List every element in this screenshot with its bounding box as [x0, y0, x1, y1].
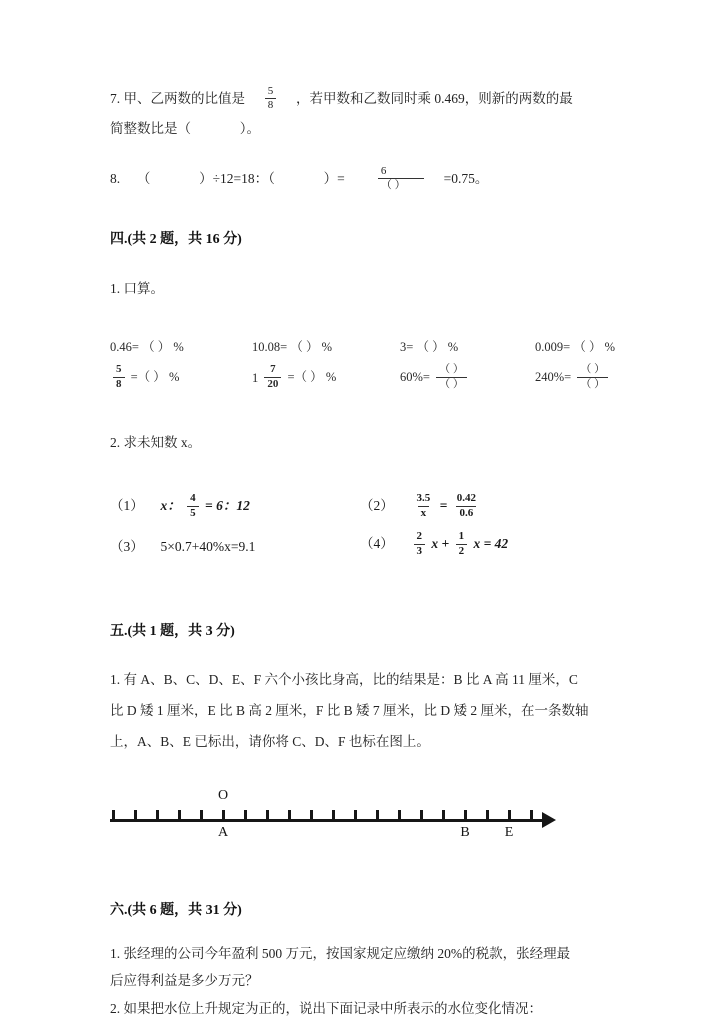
cell-left: 240%=	[535, 369, 572, 384]
section-6-question-1	[110, 943, 630, 965]
cell-fraction	[264, 364, 281, 390]
number-line-tick	[134, 810, 137, 820]
fraction-numerator: 4	[190, 491, 196, 504]
number-line-tick	[442, 810, 445, 820]
fraction-denominator[interactable]: （ ）	[436, 377, 467, 391]
conversion-cell	[110, 362, 252, 391]
number-line-tick	[222, 810, 225, 820]
number-line-tick	[508, 810, 511, 820]
section-6-question-1-line-2: 后应得利益是多少万元？	[110, 973, 259, 988]
cell-fraction[interactable]	[436, 364, 467, 390]
conversion-cell	[252, 362, 400, 391]
cell-left: 0.009=	[535, 340, 571, 354]
conversion-cell	[400, 362, 535, 391]
number-line-tick	[178, 810, 181, 820]
question-8-number: 8.	[110, 171, 121, 186]
equation-fraction-right	[454, 493, 479, 519]
number-line-arrow-icon	[542, 812, 556, 828]
question-number: 2.	[110, 435, 121, 450]
fraction-numerator[interactable]: （ ）	[439, 362, 464, 375]
equation-item	[110, 491, 360, 520]
percent-conversion-table	[110, 330, 635, 394]
conversion-cell	[110, 337, 252, 355]
question-text: 有 A、B、C、D、E、F 六个小孩比身高，比的结果是：B 比 A 高 11 厘米，C	[123, 672, 578, 687]
number-line-tick	[200, 810, 203, 820]
fraction-numerator: 1	[458, 529, 465, 542]
cell-left: 3=	[400, 340, 414, 354]
fraction-denominator: x	[418, 506, 430, 520]
number-line-tick	[354, 810, 357, 820]
number-line-diagram[interactable]	[110, 787, 580, 849]
question-number: 2.	[110, 1001, 121, 1016]
equation-fraction-right	[456, 531, 468, 557]
number-line-tick	[530, 810, 533, 820]
equation-item	[110, 535, 360, 555]
section-4-question-1-title	[110, 274, 630, 304]
fraction-numerator[interactable]: （ ）	[580, 362, 606, 375]
cell-left: 0.46=	[110, 340, 139, 354]
question-line	[110, 664, 630, 695]
cell-fraction[interactable]	[577, 364, 608, 390]
fraction-numerator: 7	[270, 362, 276, 375]
number-line-label-a: A	[217, 825, 229, 840]
cell-blank[interactable]: =（ ）	[130, 369, 166, 384]
fraction-denominator[interactable]: （ ）	[378, 178, 424, 192]
fraction-numerator: 2	[416, 529, 422, 542]
equation-mid-2: x = 42	[473, 536, 509, 552]
worksheet-content	[110, 84, 630, 1020]
question-8-part1-close: ）÷12=18：（	[199, 171, 275, 186]
number-line-tick	[266, 810, 269, 820]
cell-blank[interactable]: （ ）	[142, 340, 171, 354]
number-line-tick	[486, 810, 489, 820]
equation-item	[360, 491, 482, 520]
equation-label: （3）	[110, 539, 144, 554]
equation-mid-1: x +	[431, 536, 450, 552]
question-8-fraction	[378, 166, 424, 192]
question-text-line-1: 张经理的公司今年盈利 500 万元，按国家规定应缴纳 20%的税款，张经理最	[123, 946, 571, 961]
number-line-label-o: O	[217, 788, 229, 803]
cell-blank[interactable]: （ ）	[416, 340, 445, 354]
question-title: 求未知数 x。	[123, 435, 202, 450]
equation-row	[110, 526, 610, 564]
conversion-row	[110, 330, 635, 362]
number-line-axis	[110, 819, 544, 822]
number-line-tick	[376, 810, 379, 820]
fraction-denominator[interactable]: （ ）	[577, 377, 608, 391]
fraction-numerator: 3.5	[416, 491, 431, 504]
question-8-line	[110, 164, 630, 194]
question-line: 上，A、B、E 已标出，请你将 C、D、F 也标在图上。	[110, 734, 430, 749]
section-4-question-2-title	[110, 428, 630, 458]
question-7-line2-after: ）。	[239, 121, 260, 136]
equation-fraction-left	[414, 493, 434, 519]
question-number: 1.	[110, 281, 121, 296]
cell-fraction	[113, 364, 125, 390]
equation-label: （4）	[360, 536, 394, 552]
equation-fraction-left	[414, 531, 426, 557]
number-line-label-e: E	[504, 825, 514, 840]
equations-grid	[110, 488, 610, 564]
number-line-tick	[398, 810, 401, 820]
fraction-denominator: 5	[187, 506, 199, 520]
number-line-tick	[310, 810, 313, 820]
question-7-line2-before: 简整数比是（	[110, 121, 191, 136]
question-line: 比 D 矮 1 厘米，E 比 B 高 2 厘米，F 比 B 矮 7 厘米，比 D 矮 2 厘米，在一条数轴	[110, 703, 589, 718]
equation-row	[110, 488, 610, 526]
fraction-denominator: 20	[264, 377, 281, 391]
conversion-row	[110, 362, 635, 394]
cell-unit: %	[168, 369, 180, 384]
number-line-tick	[156, 810, 159, 820]
question-8-part2-close: ）=	[323, 171, 345, 186]
question-7-line-2	[110, 114, 630, 144]
fraction-numerator: 5	[267, 84, 274, 97]
conversion-cell	[535, 337, 655, 355]
question-number: 1.	[110, 946, 121, 961]
equation-label: （2）	[360, 498, 394, 514]
equation-expression: x：	[160, 498, 181, 514]
cell-left: 60%=	[400, 369, 430, 384]
section-5-heading: 五.(共 1 题，共 3 分)	[110, 624, 235, 639]
question-number: 1.	[110, 672, 121, 687]
section-4-heading: 四.(共 2 题，共 16 分)	[110, 232, 242, 247]
section-6-heading: 六.(共 6 题，共 31 分)	[110, 903, 242, 918]
conversion-cell	[252, 337, 400, 355]
equation-label: （1）	[110, 498, 144, 514]
fraction-denominator: 2	[456, 544, 468, 558]
cell-blank[interactable]: （ ）	[290, 340, 319, 354]
number-line-tick	[288, 810, 291, 820]
equation-equals: =	[439, 498, 448, 514]
equation-expression: 5×0.7+40%x=9.1	[160, 539, 256, 554]
fraction-denominator: 3	[414, 544, 426, 558]
number-line-tick	[420, 810, 423, 820]
number-line-tick	[244, 810, 247, 820]
question-title: 口算。	[123, 281, 164, 296]
number-line-tick	[464, 810, 467, 820]
number-line-label-b: B	[460, 825, 470, 840]
cell-blank[interactable]: =（ ）	[287, 369, 323, 384]
cell-unit: %	[604, 340, 615, 354]
equation-tail: = 6：12	[205, 498, 250, 514]
conversion-cell	[400, 337, 535, 355]
equation-fraction	[187, 493, 199, 519]
question-8-tail: =0.75。	[443, 171, 489, 186]
question-7-fraction	[265, 86, 277, 112]
question-7-number: 7.	[110, 91, 121, 106]
fraction-numerator: 5	[116, 362, 122, 375]
question-7-text-after: ，若甲数和乙数同时乘 0.469，则新的两数的最	[296, 91, 573, 106]
fraction-numerator: 6	[380, 164, 387, 177]
cell-left: 10.08=	[252, 340, 288, 354]
section-5-question-1	[110, 664, 630, 757]
number-line-tick	[332, 810, 335, 820]
question-text: 如果把水位上升规定为正的，说出下面记录中所表示的水位变化情况：	[123, 1001, 542, 1016]
cell-unit: %	[325, 369, 337, 384]
mixed-number-whole: 1	[252, 370, 259, 385]
fraction-denominator: 8	[113, 377, 125, 391]
question-7-line-1	[110, 84, 630, 114]
question-8-open: （	[136, 171, 151, 186]
cell-unit: %	[447, 340, 459, 354]
conversion-cell	[535, 362, 655, 391]
cell-unit: %	[173, 340, 184, 354]
fraction-denominator: 8	[265, 98, 277, 112]
equation-item	[360, 529, 509, 558]
cell-blank[interactable]: （ ）	[573, 340, 602, 354]
section-6-question-2	[110, 998, 630, 1020]
question-7-text-before: 甲、乙两数的比值是	[123, 91, 245, 106]
cell-unit: %	[321, 340, 332, 354]
fraction-denominator: 0.6	[456, 506, 476, 520]
fraction-numerator: 0.42	[456, 491, 476, 504]
number-line-tick	[112, 810, 115, 820]
